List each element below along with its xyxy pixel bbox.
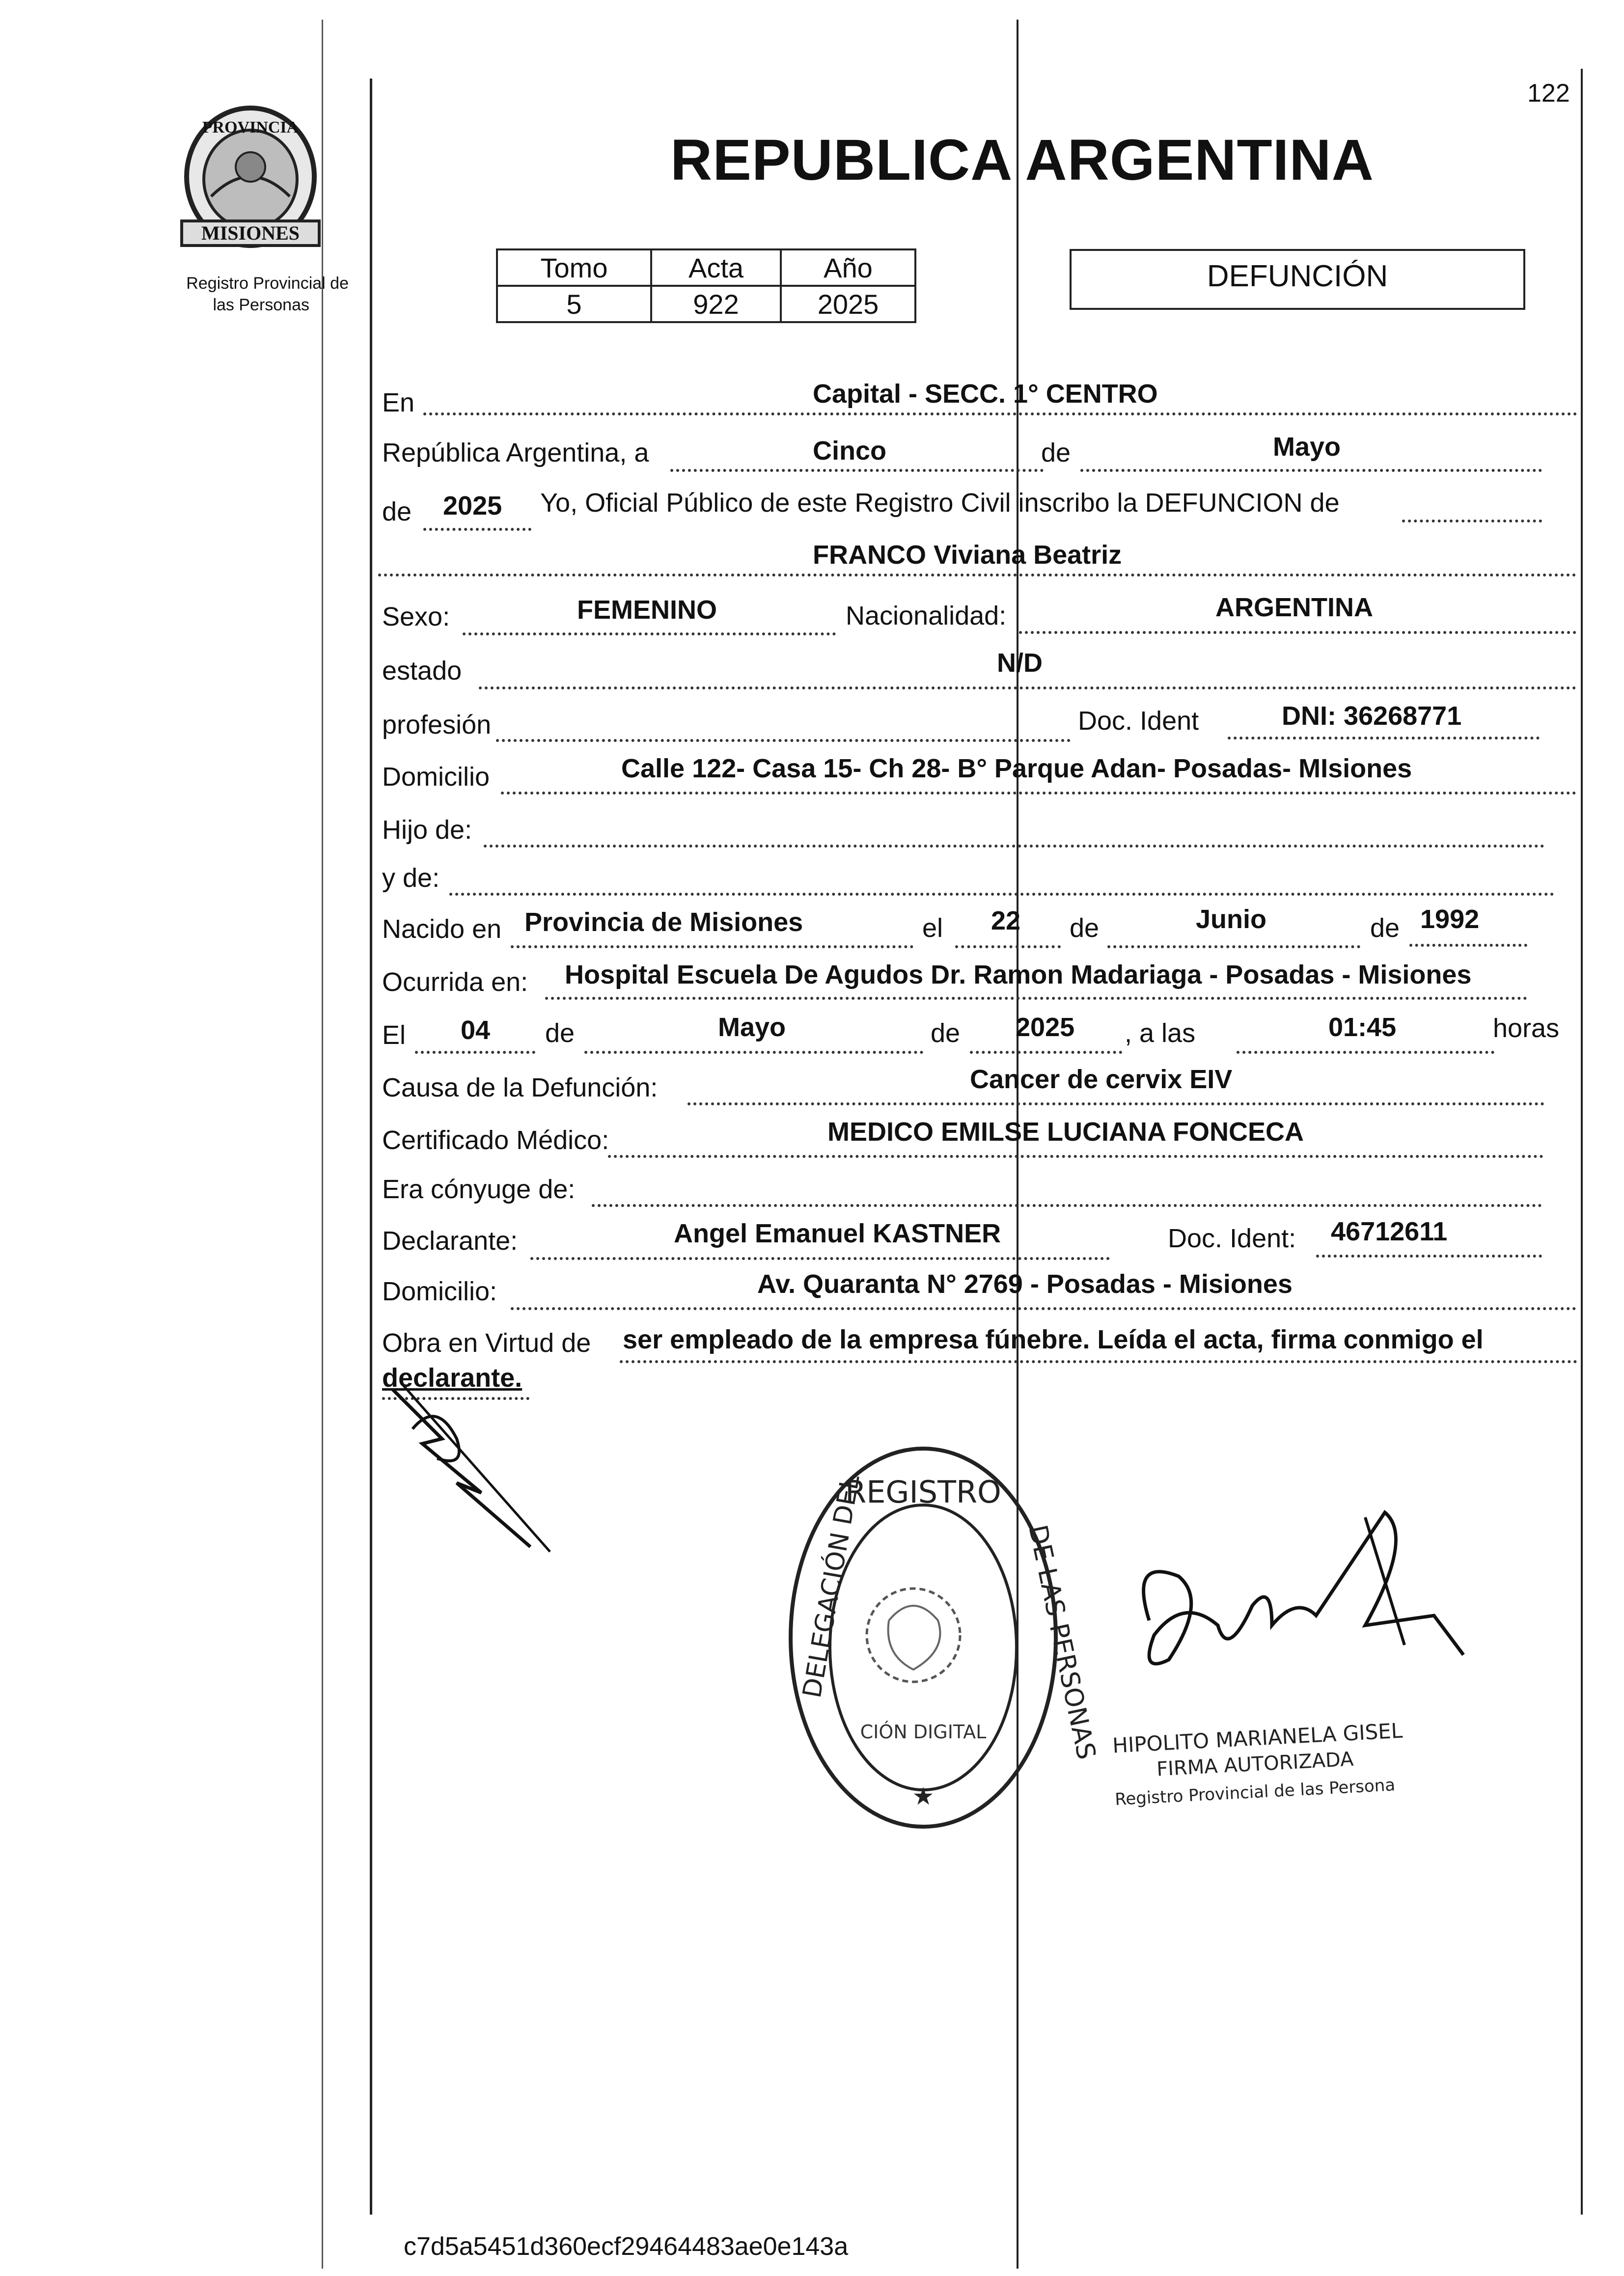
en-label: En	[382, 388, 415, 417]
de-label-1: de	[1041, 438, 1071, 467]
obra-value-line1: ser empleado de la empresa fúnebre. Leída el acta, firma conmigo el	[623, 1325, 1484, 1354]
obra-value-line2: declarante.	[382, 1363, 523, 1393]
domicilio-line	[501, 792, 1576, 795]
def-anio-line	[970, 1051, 1122, 1054]
yde-line	[449, 893, 1554, 896]
stamp-inner-text: CIÓN DIGITAL	[860, 1721, 987, 1743]
def-dia-line	[415, 1051, 535, 1054]
de-label-2: de	[382, 497, 412, 526]
def-de-label-2: de	[931, 1018, 961, 1048]
decl-doc-line	[1316, 1255, 1542, 1258]
registry-label-line2: las Personas	[213, 296, 309, 314]
hijo-line	[484, 845, 1544, 848]
declarant-signature	[383, 1370, 560, 1557]
def-dia: 04	[461, 1015, 491, 1045]
doc-ident-line	[1228, 737, 1540, 740]
estado-label: estado	[382, 656, 462, 686]
obra-line	[620, 1360, 1577, 1363]
sexo-value: FEMENINO	[577, 595, 717, 625]
nombre-line	[378, 574, 1576, 576]
decl-doc-label: Doc. Ident:	[1168, 1224, 1296, 1253]
certificado-value: MEDICO EMILSE LUCIANA FONCECA	[827, 1117, 1304, 1147]
nac-de-label-2: de	[1370, 913, 1400, 943]
declarante-label: Declarante:	[382, 1226, 518, 1256]
decl-domicilio-label: Domicilio:	[382, 1277, 497, 1306]
svg-text:MISIONES: MISIONES	[201, 222, 300, 244]
authorized-signature	[1110, 1498, 1463, 1724]
mes-line	[1080, 469, 1542, 472]
nacionalidad-label: Nacionalidad:	[846, 601, 1007, 631]
horas-label: horas	[1493, 1014, 1560, 1043]
profesion-line	[496, 739, 1071, 742]
nacido-label: Nacido en	[382, 914, 502, 944]
conyuge-label: Era cónyuge de:	[382, 1175, 576, 1204]
nac-dia: 22	[991, 906, 1021, 935]
svg-text:PROVINCIA: PROVINCIA	[202, 118, 299, 137]
registry-label	[123, 273, 349, 316]
conyuge-line	[592, 1204, 1542, 1207]
right-margin-line	[1581, 69, 1583, 2215]
estado-value: N/D	[997, 648, 1043, 678]
certificado-label: Certificado Médico:	[382, 1125, 609, 1155]
stamp-text-left: DELEGACIÓN DEL	[797, 1473, 866, 1700]
domicilio-value: Calle 122- Casa 15- Ch 28- B° Parque Adan- Posadas- MIsiones	[621, 754, 1412, 783]
def-hora: 01:45	[1328, 1013, 1397, 1042]
decl-domicilio-line	[511, 1307, 1576, 1310]
tomo-acta-anio-table	[496, 248, 916, 323]
causa-line	[688, 1102, 1544, 1105]
anio-header: Año	[781, 249, 915, 286]
nac-anio: 1992	[1420, 905, 1480, 934]
nacido-line	[511, 945, 913, 948]
sexo-label: Sexo:	[382, 602, 450, 631]
nacionalidad-line	[1019, 631, 1576, 634]
def-anio: 2025	[1016, 1013, 1075, 1042]
obra-label: Obra en Virtud de	[382, 1328, 591, 1358]
el-label: el	[922, 913, 943, 943]
ocurrida-value: Hospital Escuela De Agudos Dr. Ramon Madariaga - Posadas - Misiones	[565, 960, 1472, 989]
province-logo	[167, 98, 334, 255]
causa-label: Causa de la Defunción:	[382, 1073, 658, 1102]
registry-label-line1: Registro Provincial de	[186, 274, 349, 293]
sexo-line	[463, 632, 836, 635]
doc-ident-value: DNI: 36268771	[1282, 701, 1462, 731]
domicilio-label: Domicilio	[382, 762, 490, 792]
anio-value-form: 2025	[443, 491, 502, 521]
nac-de-label-1: de	[1070, 913, 1100, 943]
dia-value: Cinco	[813, 436, 887, 466]
stamp-text-right: DE LAS PERSONAS	[1022, 1522, 1101, 1762]
en-value: Capital - SECC. 1° CENTRO	[813, 379, 1158, 409]
anio-value: 2025	[781, 286, 915, 322]
def-mes: Mayo	[718, 1013, 786, 1042]
left-margin-line	[370, 79, 372, 2215]
nombre-value: FRANCO Viviana Beatriz	[813, 540, 1122, 570]
nac-anio-line	[1409, 944, 1527, 947]
yo-text: Yo, Oficial Público de este Registro Civil inscribo la DEFUNCION de	[540, 488, 1340, 518]
def-de-label-1: de	[545, 1018, 575, 1048]
anio-line	[423, 528, 531, 531]
estado-line	[479, 686, 1576, 689]
decl-domicilio-value: Av. Quaranta N° 2769 - Posadas - Misiones	[757, 1269, 1293, 1299]
authorized-name: HIPOLITO MARIANELA GISEL	[1112, 1718, 1404, 1758]
nacido-value: Provincia de Misiones	[524, 907, 803, 937]
acta-value: 922	[651, 286, 781, 322]
declarante-value: Angel Emanuel KASTNER	[674, 1219, 1001, 1248]
yo-line	[1402, 520, 1542, 522]
def-hora-line	[1237, 1051, 1494, 1054]
page-title: REPUBLICA ARGENTINA	[670, 128, 1374, 192]
en-line	[423, 412, 1577, 415]
hijo-label: Hijo de:	[382, 815, 472, 845]
ocurrida-line	[545, 997, 1527, 1000]
nac-mes-line	[1107, 945, 1360, 948]
official-stamp	[786, 1444, 1101, 1832]
tomo-header: Tomo	[497, 249, 651, 286]
doc-ident-label: Doc. Ident	[1078, 706, 1199, 736]
page-number: 122	[1527, 79, 1570, 108]
far-left-line	[322, 20, 323, 2269]
el2-label: El	[382, 1020, 406, 1050]
acta-header: Acta	[651, 249, 781, 286]
yde-label: y de:	[382, 863, 440, 893]
dia-line	[670, 469, 1044, 472]
authorized-org: Registro Provincial de las Persona	[1114, 1775, 1396, 1810]
authorized-role: FIRMA AUTORIZADA	[1156, 1748, 1354, 1781]
stamp-star-icon: ★	[912, 1782, 935, 1810]
nac-dia-line	[955, 945, 1061, 948]
stamp-text-top: REGISTRO	[845, 1474, 1001, 1510]
republica-label: República Argentina, a	[382, 438, 649, 467]
mes-value: Mayo	[1273, 432, 1341, 462]
tomo-value: 5	[497, 286, 651, 322]
profesion-label: profesión	[382, 710, 492, 740]
act-type-box: DEFUNCIÓN	[1070, 249, 1525, 310]
footer-hash: c7d5a5451d360ecf29464483ae0e143a	[404, 2232, 849, 2261]
ocurrida-label: Ocurrida en:	[382, 967, 528, 997]
nac-mes: Junio	[1196, 905, 1266, 934]
causa-value: Cancer de cervix EIV	[970, 1065, 1233, 1094]
decl-doc-value: 46712611	[1331, 1217, 1448, 1246]
nacionalidad-value: ARGENTINA	[1215, 593, 1373, 622]
def-mes-line	[584, 1051, 923, 1054]
certificado-line	[608, 1155, 1543, 1158]
alas-label: , a las	[1125, 1018, 1196, 1048]
declarante-line	[530, 1257, 1110, 1260]
